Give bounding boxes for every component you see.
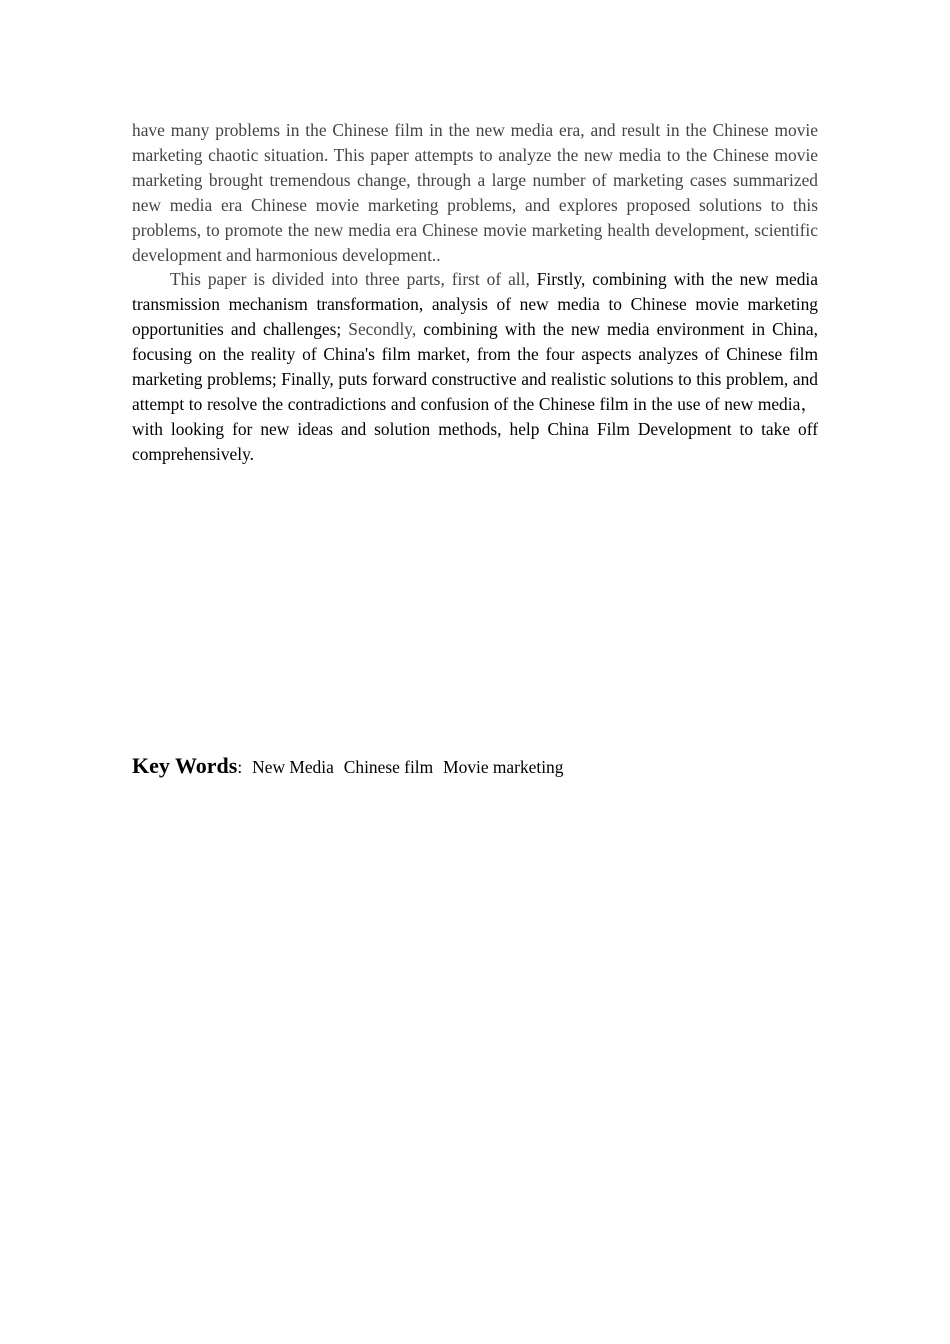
keywords-separator: :	[237, 757, 243, 777]
keyword-item: Movie marketing	[443, 757, 564, 777]
paragraph-2-secondly: combining with the new media environment in China, focusing on the reality of China's film market, from the four aspects analyzes of Chinese film marketing problems; Finally, puts forward constructive and realistic solutions to this problem, and attempt to resolve the contradictions and confusion of the Chinese film in the use of new media， with looking for new ideas and solution methods, help China Film Development to take off comprehensively.	[132, 319, 818, 464]
abstract-body	[132, 118, 818, 467]
abstract-paragraph-2	[132, 267, 818, 466]
paragraph-2-secondly-label: Secondly,	[348, 319, 424, 340]
keyword-item: New Media	[252, 757, 334, 777]
keywords-label: Key Words	[132, 753, 238, 778]
paragraph-2-firstly: Firstly, combining with the new media transmission mechanism transformation, analysis of new media to Chinese movie marketing opportunities and challenges;	[132, 269, 818, 340]
abstract-paragraph-1: have many problems in the Chinese film in the new media era, and result in the Chinese movie marketing chaotic situation. This paper attempts to analyze the new media to the Chinese movie marketing brought tremendous change, through a large number of marketing cases summarized new media era Chinese movie marketing problems, and explores proposed solutions to this problems, to promote the new media era Chinese movie marketing health development, scientific development and harmonious development..	[132, 120, 818, 265]
keyword-item: Chinese film	[343, 757, 434, 777]
paragraph-2-intro: This paper is divided into three parts, first of all,	[170, 269, 537, 290]
keywords-line	[132, 751, 818, 782]
